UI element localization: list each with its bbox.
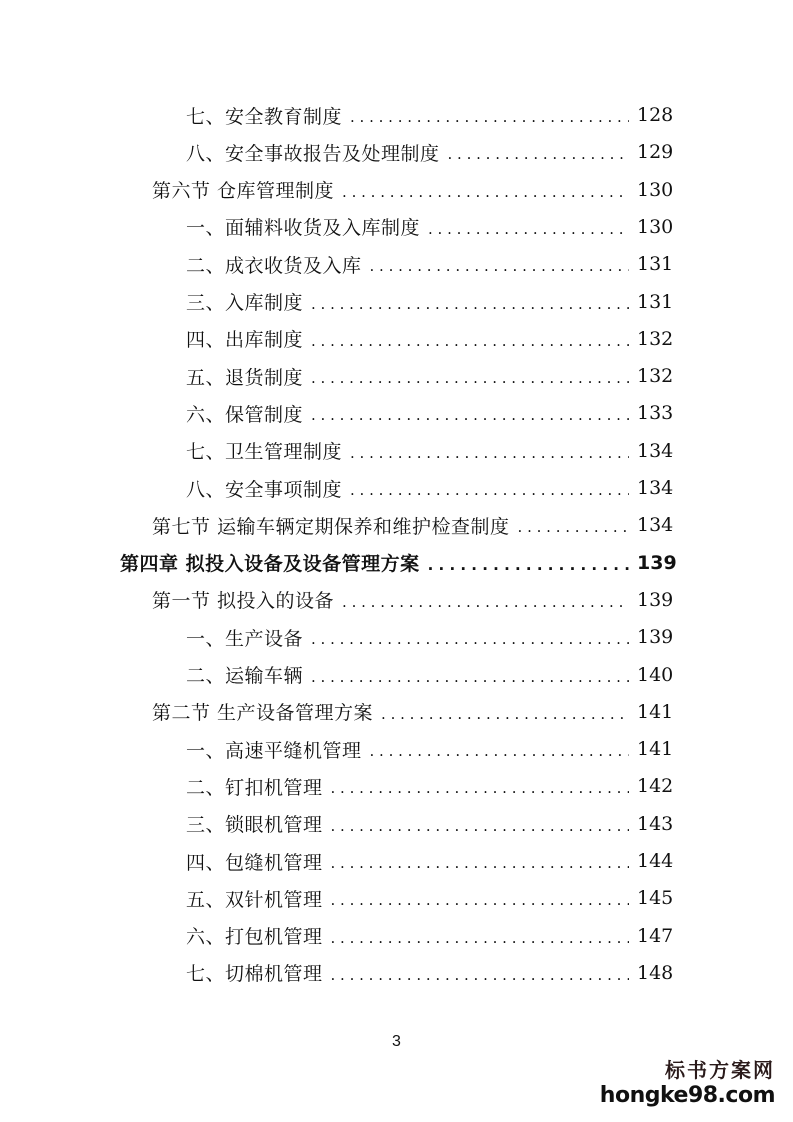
toc-entry-title: 五、退货制度 bbox=[186, 366, 304, 389]
toc-entry[interactable] bbox=[186, 137, 673, 167]
dot-leader bbox=[311, 287, 629, 317]
dot-leader bbox=[518, 510, 629, 540]
toc-entry-page: 130 bbox=[637, 178, 674, 201]
toc-entry-title: 一、生产设备 bbox=[186, 627, 304, 650]
page-number: 3 bbox=[392, 1033, 401, 1050]
toc-entry[interactable] bbox=[186, 212, 673, 242]
toc-entry-title: 一、高速平缝机管理 bbox=[186, 739, 362, 762]
toc-entry[interactable] bbox=[152, 510, 673, 540]
dot-leader bbox=[350, 436, 629, 466]
toc-entry-page: 148 bbox=[637, 961, 674, 984]
toc-entry-page: 130 bbox=[637, 215, 674, 238]
dot-leader bbox=[381, 697, 629, 727]
toc-entry-page: 132 bbox=[637, 327, 674, 350]
toc-entry-title: 二、成衣收货及入库 bbox=[186, 254, 362, 277]
watermark-site-name: 标书方案网 bbox=[665, 1058, 775, 1082]
toc-entry-title: 六、保管制度 bbox=[186, 403, 304, 426]
toc-entry[interactable] bbox=[186, 846, 673, 876]
toc-entry[interactable] bbox=[186, 958, 673, 988]
toc-entry-page: 147 bbox=[637, 924, 674, 947]
toc-entry-page: 139 bbox=[637, 588, 674, 611]
toc-entry-title: 八、安全事故报告及处理制度 bbox=[186, 142, 440, 165]
dot-leader bbox=[331, 883, 629, 913]
toc-entry-page: 145 bbox=[637, 887, 674, 910]
toc-entry[interactable] bbox=[186, 660, 673, 690]
dot-leader bbox=[331, 958, 629, 988]
toc-entry[interactable] bbox=[186, 771, 673, 801]
toc-entry-page: 141 bbox=[637, 700, 674, 723]
toc-entry[interactable] bbox=[186, 921, 673, 951]
dot-leader bbox=[331, 921, 629, 951]
toc-entry-title: 四、包缝机管理 bbox=[186, 851, 323, 874]
toc-entry-title: 八、安全事项制度 bbox=[186, 478, 343, 501]
toc-entry-title: 第二节 生产设备管理方案 bbox=[152, 702, 374, 725]
toc-entry-page: 132 bbox=[637, 365, 674, 388]
toc-entry-page: 129 bbox=[637, 141, 674, 164]
toc-entry-page: 134 bbox=[637, 477, 674, 499]
toc-entry-title: 一、面辅料收货及入库制度 bbox=[186, 217, 421, 240]
toc-entry-title: 七、安全教育制度 bbox=[186, 105, 343, 128]
toc-entry-page: 144 bbox=[637, 850, 674, 872]
toc-entry[interactable] bbox=[186, 809, 673, 839]
watermark-url: hongke98.com bbox=[599, 1083, 775, 1108]
toc-entry[interactable] bbox=[152, 175, 673, 205]
toc-entry-page: 131 bbox=[637, 290, 674, 313]
toc-entry-page: 139 bbox=[637, 626, 674, 649]
dot-leader bbox=[311, 398, 629, 428]
toc-entry-title: 二、运输车辆 bbox=[186, 665, 304, 687]
toc-entry[interactable] bbox=[186, 622, 673, 652]
toc-entry-title: 第六节 仓库管理制度 bbox=[152, 180, 335, 203]
toc-entry[interactable] bbox=[186, 100, 673, 130]
dot-leader bbox=[448, 137, 629, 167]
toc-entry-page: 133 bbox=[637, 402, 674, 425]
toc-entry[interactable] bbox=[152, 585, 673, 615]
toc-entry[interactable] bbox=[186, 249, 673, 279]
toc-entry[interactable] bbox=[186, 398, 673, 428]
toc-entry-page: 140 bbox=[637, 663, 674, 686]
dot-leader bbox=[370, 249, 629, 279]
dot-leader bbox=[311, 361, 629, 391]
toc-entry-title: 第七节 运输车辆定期保养和维护检查制度 bbox=[152, 515, 510, 538]
toc-entry[interactable] bbox=[186, 473, 673, 503]
toc-entry-page: 134 bbox=[637, 439, 674, 462]
toc-entry-title: 第四章 拟投入设备及设备管理方案 bbox=[120, 553, 420, 576]
dot-leader bbox=[342, 175, 629, 205]
toc-entry-title: 四、出库制度 bbox=[186, 329, 304, 352]
dot-leader bbox=[311, 660, 629, 690]
toc-entry[interactable] bbox=[186, 324, 673, 354]
toc-entry-page: 128 bbox=[637, 104, 674, 126]
toc-entry-title: 五、双针机管理 bbox=[186, 888, 323, 911]
toc-entry-title: 七、切棉机管理 bbox=[186, 963, 323, 986]
toc-entry[interactable] bbox=[186, 361, 673, 391]
dot-leader bbox=[331, 809, 629, 839]
toc-entry-title: 二、钉扣机管理 bbox=[186, 776, 323, 799]
dot-leader bbox=[331, 771, 629, 801]
toc-entry-title: 七、卫生管理制度 bbox=[186, 441, 343, 464]
toc-entry[interactable] bbox=[152, 697, 673, 727]
toc-entry-page: 131 bbox=[637, 253, 674, 276]
toc-entry-title: 六、打包机管理 bbox=[186, 926, 323, 949]
dot-leader bbox=[428, 548, 629, 578]
dot-leader bbox=[350, 100, 629, 130]
toc-entry-page: 143 bbox=[637, 812, 674, 835]
toc-entry[interactable] bbox=[186, 287, 673, 317]
dot-leader bbox=[311, 622, 629, 652]
toc-entry-title: 第一节 拟投入的设备 bbox=[152, 590, 335, 613]
toc-entry[interactable] bbox=[186, 734, 673, 764]
toc-entry-page: 134 bbox=[637, 514, 674, 537]
toc-entry[interactable] bbox=[186, 883, 673, 913]
dot-leader bbox=[428, 212, 629, 242]
dot-leader bbox=[331, 846, 629, 876]
toc-entry-page: 142 bbox=[637, 775, 674, 798]
dot-leader bbox=[311, 324, 629, 354]
toc-entry-page: 139 bbox=[637, 551, 677, 574]
dot-leader bbox=[350, 473, 629, 503]
toc-entry[interactable] bbox=[186, 436, 673, 466]
toc-entry[interactable] bbox=[120, 548, 677, 578]
watermark bbox=[600, 1054, 775, 1108]
toc-entry-title: 三、入库制度 bbox=[186, 292, 304, 314]
dot-leader bbox=[370, 734, 629, 764]
dot-leader bbox=[342, 585, 629, 615]
toc-entry-page: 141 bbox=[637, 738, 674, 761]
toc-entry-title: 三、锁眼机管理 bbox=[186, 814, 323, 837]
